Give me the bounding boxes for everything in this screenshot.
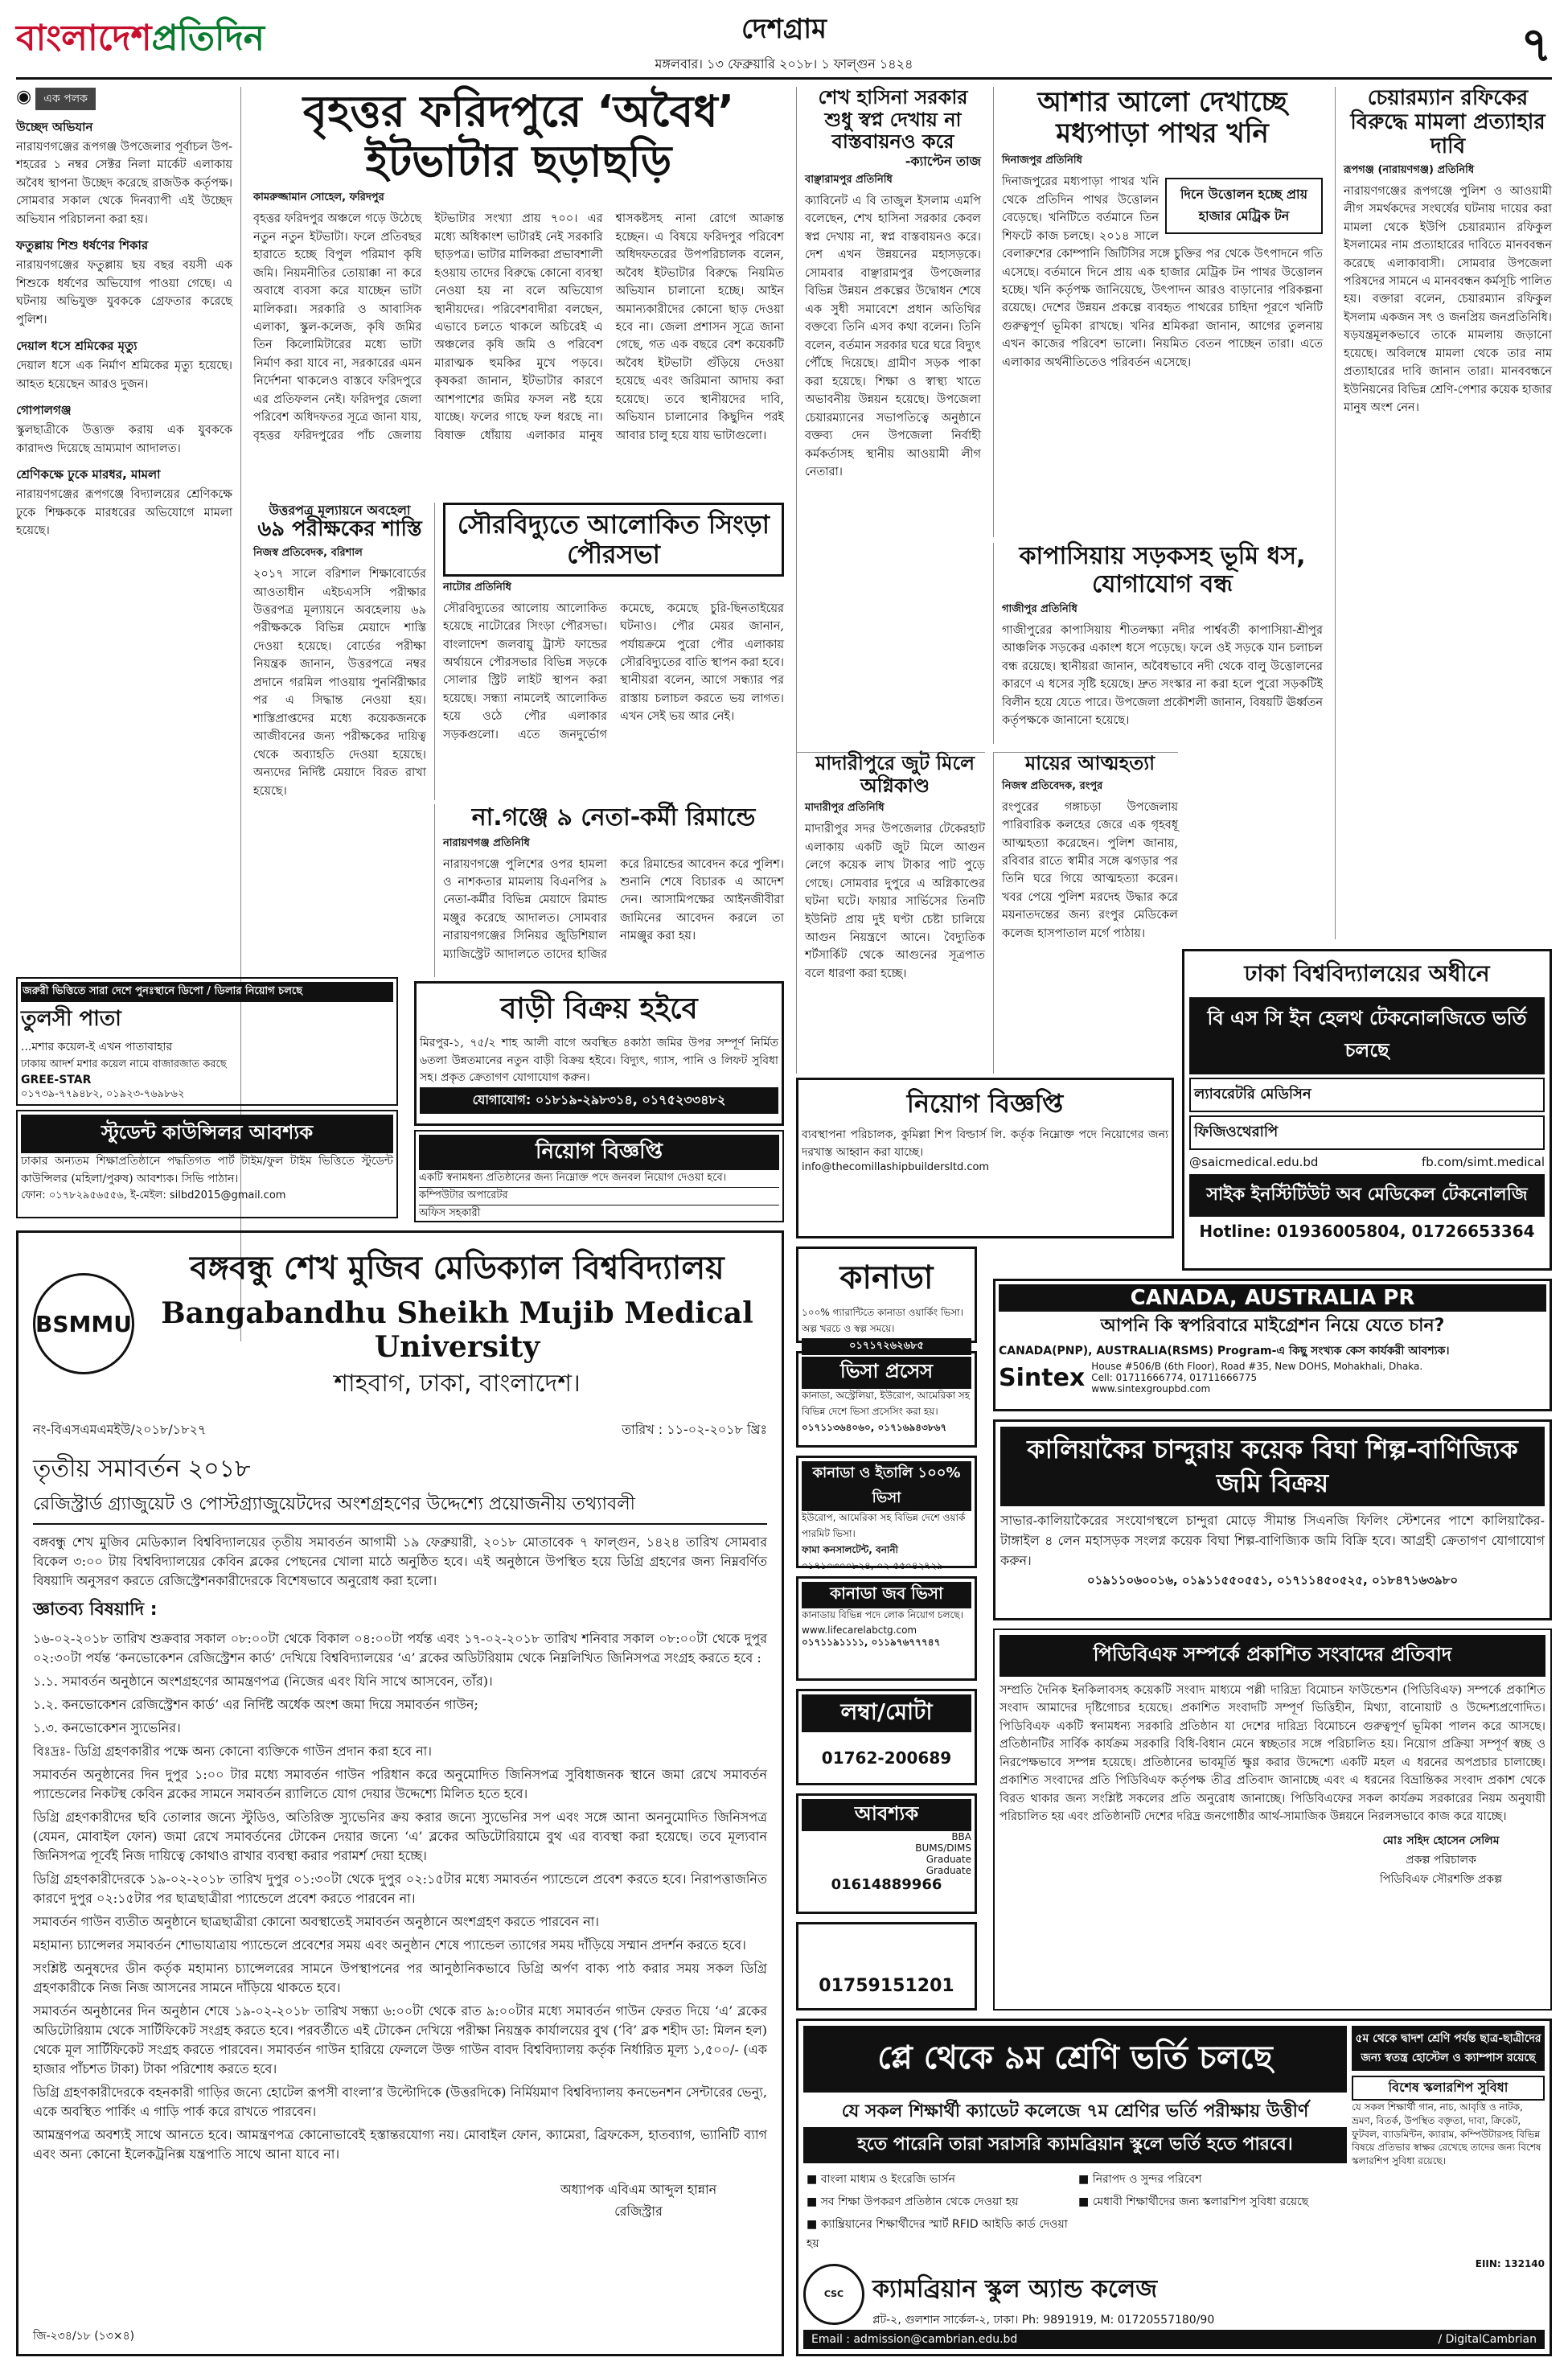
visa-title: ভিসা প্রসেস — [802, 1357, 971, 1389]
cambrian-eiin: EIIN: 132140 — [1475, 2258, 1545, 2269]
bsmmu-subheading: রেজিস্ট্রার্ড গ্র্যাজুয়েট ও পোস্টগ্র্যাজুয়েটদের অংশগ্রহণের উদ্দেশ্যে প্রয়োজনীয় তথ্যাবলী — [33, 1490, 767, 1525]
hasina-byline: বাঞ্ছারামপুর প্রতিনিধি — [805, 173, 893, 186]
kapasia-body: গাজীপুরের কাপাসিয়ায় শীতলক্ষ্যা নদীর পার্শ্ববর্তী কাপাসিয়া-শ্রীপুর আঞ্চলিক সড়কের একাংশ ধসে পড়েছে। ফলে ওই সড়কে যান চলাচল বন্ধ রয়েছে। স্থানীয়রা জানান, অবৈধভাবে নদী থেকে বালু উত্তোলনের কারণে এ ধসের সৃষ্টি হয়েছে। দ্রুত সংস্কার না করা হলে পুরো সড়কটিই বিলীন হয়ে যেতে পারে। উপজেলা প্রকৌশলী জানান, বিষয়টি ঊর্ধ্বতন কর্তৃপক্ষকে জানানো হয়েছে। — [1002, 624, 1323, 728]
cambrian-bullet: নিরাপদ ও সুন্দর পরিবেশ — [1092, 2173, 1202, 2186]
pdbf-body: সম্প্রতি দৈনিক ইনকিলাবসহ কয়েকটি সংবাদ মাধ্যমে পল্লী দারিদ্র্য বিমোচন ফাউন্ডেশন (পিডিবিএফ) সম্পর্কে প্রকাশিত সংবাদ আমাদের দৃষ্টিগোচর হয়েছে। প্রকাশিত সংবাদটি সম্পূর্ণ ভিত্তিহীন, মিথ্যা, বানোয়াট ও উদ্দেশ্যপ্রণোদিত। পিডিবিএফ একটি স্বনামধন্য সরকারি প্রতিষ্ঠান যা দেশের দারিদ্র্য বিমোচনে গুরুত্বপূর্ণ ভূমিকা পালন করে আসছে। প্রতিষ্ঠানটির সার্বিক কার্যক্রম সরকারি বিধি-বিধান মেনে স্বচ্ছতার সঙ্গে পরিচালিত হয়। নিয়োগ প্রক্রিয়া সম্পূর্ণ স্বচ্ছ ও নিরপেক্ষভাবে সম্পন্ন হয়েছে। প্রতিষ্ঠানের ভাবমূর্তি ক্ষুণ্ণ করার উদ্দেশ্যে একটি মহল এ ধরনের অপপ্রচার চালাচ্ছে। প্রকাশিত সংবাদের প্রতি পিডিবিএফ কর্তৃপক্ষ তীব্র প্রতিবাদ জানাচ্ছে এবং এ ধরনের বিভ্রান্তিকর সংবাদ প্রকাশ থেকে বিরত থাকার জন্য সংশ্লিষ্ট সকলের প্রতি অনুরোধ জানাচ্ছে। পিডিবিএফের সকল কার্যক্রম সরকারের নিয়ম অনুযায়ী পরিচালিত হয় এবং প্রতিষ্ঠানটি দেশের দরিদ্র জনগোষ্ঠীর আর্থ-সামাজিক উন্নয়নে নিরলসভাবে কাজ করে যাচ্ছে। — [999, 1684, 1545, 1824]
mother-byline: নিজস্ব প্রতিবেদক, রংপুর — [1002, 779, 1103, 792]
canada-title: কানাডা — [839, 1259, 934, 1296]
cambrian-line1: যে সকল শিক্ষার্থী ক্যাডেট কলেজে ৭ম শ্রেণির ভর্তি পরীক্ষায় উত্তীর্ণ — [841, 2101, 1309, 2121]
depot-line3: ঢাকায় আদর্শ মশার কয়েল নামে বাজারজাত করছে — [21, 1058, 227, 1070]
bsmmu-item: মহামান্য চ্যান্সেলর সমাবর্তন শোভাযাত্রায় প্যান্ডেলে প্রবেশের সময় এবং অনুষ্ঠান শেষে প্যান্ডেল ত্যাগের সময় দাঁড়িয়ে সম্মান প্রদর্শন করতে হবে। — [33, 1937, 746, 1953]
italy-body: ইউরোপ, আমেরিকা সহ বিভিন্ন দেশে ওয়ার্ক পারমিট ভিসা। — [802, 1512, 966, 1539]
pdbf-notice — [993, 1629, 1552, 2011]
logo-part2: প্রতিদিন — [151, 18, 265, 59]
tall-ad — [796, 1689, 977, 1785]
cambrian-ad — [796, 2019, 1552, 2356]
italy-visa-ad — [796, 1456, 977, 1571]
singra-body: সৌরবিদ্যুতের আলোয় আলোকিত হয়েছে নাটোরের সিংড়া পৌরসভা। বাংলাদেশ জলবায়ু ট্রাস্ট ফান্ডের অর্থায়নে পৌরসভার বিভিন্ন সড়কে সোলার স্ট্রিট লাইট স্থাপন করা হয়েছে। সন্ধ্যা নামলেই আলোকিত হয়ে ওঠে পৌর এলাকার সড়কগুলো। এতে জনদুর্ভোগ কমেছে, কমেছে চুরি-ছিনতাইয়ের ঘটনাও। পৌর মেয়র জানান, পর্যায়ক্রমে পুরো পৌর এলাকায় সৌরবিদ্যুতের বাতি স্থাপন করা হবে। স্থানীয়রা বলেন, আগে সন্ধ্যার পর রাস্তায় চলাচল করতে ভয় লাগত। এখন সেই ভয় আর নেই। — [443, 602, 784, 741]
dhaka-uni-fb[interactable]: fb.com/simt.medical — [1421, 1155, 1545, 1169]
section-header — [563, 8, 1005, 72]
mother-headline: মায়ের আত্মহত্যা — [1024, 752, 1155, 774]
dhaka-uni-subtitle: বি এস সি ইন হেলথ টেকনোলজিতে ভর্তি চলছে — [1189, 997, 1545, 1074]
cambrian-bullet: বাংলা মাধ্যম ও ইংরেজি ভার্সন — [820, 2173, 955, 2186]
glance-item-title: ফতুল্লায় শিশু ধর্ষণের শিকার — [16, 238, 149, 253]
lead-body: বৃহত্তর ফরিদপুর অঞ্চলে গড়ে উঠেছে নতুন নতুন ইটভাটা। ফলে প্রতিবছর হারাতে হচ্ছে বিপুল পরিমাণ কৃষি জমি। নিয়মনীতির তোয়াক্কা না করে অবাধে ব্যবসা করে যাচ্ছেন ভাটা মালিকরা। সরকারি ও আবাসিক এলাকা, স্কুল-কলেজ, কৃষি জমির তিন কিলোমিটারের মধ্যে ভাটা নির্মাণ করা যাবে না, সরকারের এমন নির্দেশনা থাকলেও বাস্তবে ফরিদপুরে এর প্রতিফলন নেই। ফরিদপুর জেলা পরিবেশ অধিদফতর সূত্রে জানা যায়, বৃহত্তর ফরিদপুরের পাঁচ জেলায় ইটভাটার সংখ্যা প্রায় ৭০০। এর মধ্যে অধিকাংশ ভাটারই নেই সরকারি ছাড়পত্র। ভাটার মালিকরা প্রভাবশালী হওয়ায় তাদের বিরুদ্ধে কোনো ব্যবস্থা নেওয়া হয় না বলে অভিযোগ স্থানীয়দের। পরিবেশবাদীরা বলছেন, এভাবে চলতে থাকলে অচিরেই এ অঞ্চলের কৃষি জমি ও পরিবেশ মারাত্মক হুমকির মুখে পড়বে। কৃষকরা জানান, ইটভাটার কারণে আশপাশের জমির ফসল নষ্ট হয়ে যাচ্ছে। ফলের গাছে ফল ধরছে না। বিষাক্ত ধোঁয়ায় এলাকার মানুষ শ্বাসকষ্টসহ নানা রোগে আক্রান্ত হচ্ছেন। এ বিষয়ে ফরিদপুর পরিবেশ অধিদফতরের উপপরিচালক বলেন, অবৈধ ইটভাটার বিরুদ্ধে নিয়মিত অভিযান চালানো হচ্ছে। আইন অমান্যকারীদের কোনো ছাড় দেওয়া হবে না। জেলা প্রশাসন সূত্রে জানা গেছে, গত এক বছরে বেশ কয়েকটি অবৈধ ইটভাটা গুঁড়িয়ে দেওয়া হয়েছে এবং জরিমানা আদায় করা হয়েছে। তবে স্থানীয়দের দাবি, অভিযান চালানোর কিছুদিন পরই আবার চালু হয়ে যায় ভাটাগুলো। — [253, 212, 784, 442]
subject-1: ল্যাবরেটরি মেডিসিন — [1189, 1078, 1545, 1112]
canada-body: ১০০% গ্যারান্টিতে কানাডা ওয়ার্কিং ভিসা। অল্প খরচে ও স্বল্প সময়ে। — [802, 1307, 963, 1334]
lead-headline: বৃহত্তর ফরিদপুরে ‘অবৈধ’ ইটভাটার ছড়াছড়ি — [302, 86, 735, 187]
bsmmu-notes-heading: জ্ঞাতব্য বিষয়াদি : — [33, 1600, 158, 1620]
bsmmu-item: সংশ্লিষ্ট অনুষদের ডীন কর্তৃক মহামান্য চ্যান্সেলরের সামনে উপস্থাপনের পর আনুষ্ঠানিকভাবে ডিগ্রি অর্পণ বাক্য পাঠ করার সময় সকল ডিগ্রি গ্রহণকারীকে নিজ নিজ আসনের সামনে দাঁড়িয়ে থাকতে হবে। — [33, 1961, 767, 1995]
wanted-ad — [796, 1793, 977, 1914]
narayanganj-story — [434, 804, 784, 977]
dhaka-uni-ad — [1182, 949, 1552, 1271]
singra-story — [434, 503, 784, 800]
bsmmu-code: জি-২৩৪/১৮ (১৩×৪) — [33, 2330, 135, 2343]
madaripur-headline: মাদারীপুরে জুট মিলে অগ্নিকাণ্ড — [815, 752, 975, 797]
wanted-row-4: Graduate — [926, 1865, 971, 1876]
job2-title: নিয়োগ বিজ্ঞপ্তি — [906, 1088, 1064, 1119]
depot-name: তুলসী পাতা — [21, 1007, 121, 1031]
kaliakair-body: সাভার-কালিয়াকৈরের সংযোগস্থলে চান্দুরা মোড়ে সীমান্ত সিএনজি ফিলিং স্টেশনের পাশে কালিয়াকৈর-টাঙ্গাইল ৪ লেন মহাসড়ক সংলগ্ন কয়েক বিঘা শিল্প-বাণিজ্যিক জমি বিক্রি হবে। আগ্রহী ক্রেতাগণ যোগাযোগ করুন। — [1000, 1513, 1545, 1568]
cambrian-email[interactable]: Email : admission@cambrian.edu.bd — [811, 2333, 1018, 2346]
madaripur-story — [796, 752, 985, 1074]
logo-part1: বাংলাদেশ — [16, 18, 152, 59]
cambrian-logo-icon: CSC — [803, 2264, 864, 2325]
page-number: ৭ — [1520, 17, 1552, 73]
wanted-row-1: BBA — [951, 1831, 971, 1842]
student-title: স্টুডেন্ট কাউন্সিলর আবশ্যক — [21, 1115, 393, 1153]
bsmmu-title-bn: বঙ্গবন্ধু শেখ মুজিব মেডিক্যাল বিশ্ববিদ্যালয় — [190, 1250, 724, 1287]
bsmmu-item: ১৬-০২-২০১৮ তারিখ শুক্রবার সকাল ০৮:০০টা থেকে বিকাল ০৪:০০টা পর্যন্ত এবং ১৭-০২-২০১৮ তারিখ শনিবার সকাল ০৮:০০টা থেকে দুপুর ০২:৩০টা পর্যন্ত ‘কনভোকেশন রেজিস্ট্রেশন কার্ড’ দেখিয়ে বিশ্ববিদ্যালয়ের ‘এ’ ব্লকের অডিটরিয়াম থেকে নিম্নলিখিত জিনিসপত্র সংগ্রহ করতে হবে : — [33, 1631, 767, 1665]
barisal-story — [253, 503, 426, 969]
section-title: দেশগ্রাম — [741, 13, 827, 45]
kaliakair-phone: ০১৯১১০৬০০১৬, ০১৯১১৫৫০৫৫১, ০১৭১১৪৫০৫২৫, ০১৮৪৭১৬৩৯৮০ — [1086, 1572, 1459, 1587]
glance-item-body: স্কুলছাত্রীকে উত্ত্যক্ত করায় এক যুবককে কারাদণ্ড দিয়েছে ভ্রাম্যমাণ আদালত। — [16, 424, 232, 455]
canada-phone: ০১৭১৭২৬২৬৮৫ — [802, 1338, 971, 1355]
lead-story — [253, 87, 784, 497]
kapasia-headline: কাপাসিয়ায় সড়কসহ ভূমি ধস, যোগাযোগ বন্ধ — [1019, 542, 1306, 598]
bsmmu-item: সমাবর্তন অনুষ্ঠানের দিন অনুষ্ঠান শেষে ১৯-০২-২০১৮ তারিখ সন্ধ্যা ৬:০০টা থেকে রাত ৯:০০টার মধ্যে সমাবর্তন গাউন ফেরত দিয়ে ‘এ’ ব্লকের অডিটোরিয়াম থেকে সার্টিফিকেট সংগ্রহ করতে হবে। পরবর্তীতে এই টোকেন দেখিয়ে পরীক্ষা নিয়ন্ত্রক কার্যালয়ের বুথ (‘বি’ ব্লক শহীদ ডা: মিলন হল) থেকে মূল সার্টিফিকেট সংগ্রহ করতে পারবেন। সমাবর্তন গাউন হারিয়ে ফেললে উক্ত গাউন বাবদ বিশ্ববিদ্যালয় কর্তৃক নির্ধারিত মূল্য ১,৫০০/- (এক হাজার পাঁচশত টাকা) টাকা পরিশোধ করতে হবে। — [33, 2003, 767, 2076]
bsmmu-item: ১.১. সমাবর্তন অনুষ্ঠানে অংশগ্রহণের আমন্ত্রণপত্র (নিজের এবং যিনি সাথে আসবেন, তাঁর)। — [33, 1674, 493, 1689]
visa-ad — [796, 1351, 977, 1448]
house-title: বাড়ী বিক্রয় হইবে — [500, 992, 698, 1025]
bullet-icon: ■ — [807, 2173, 821, 2186]
madhyapara-body: দিনাজপুরের মধ্যপাড়া পাথর খনি থেকে প্রতিদিন পাথর উত্তোলন বেড়েছে। খনিটিতে বর্তমানে তিন শিফটে কাজ চলছে। ২০১৪ সালে বেলারুশের কোম্পানি জিটিসির সঙ্গে চুক্তির পর থেকে উৎপাদনে গতি এসেছে। বর্তমানে দিনে প্রায় এক হাজার মেট্রিক টন পাথর উত্তোলন হচ্ছে। খনি কর্তৃপক্ষ জানিয়েছে, উৎপাদন আরও বাড়ানোর পরিকল্পনা রয়েছে। দেশের উন্নয়ন প্রকল্পে ব্যবহৃত পাথরের চাহিদা পূরণে খনিটি গুরুত্বপূর্ণ ভূমিকা রাখছে। খনির শ্রমিকরা জানান, আগের তুলনায় এখন কাজের পরিবেশ ভালো। নিয়মিত বেতন পাচ্ছেন তারা। এতে এলাকার অর্থনীতিতেও পরিবর্তন এসেছে। — [1002, 175, 1323, 369]
bsmmu-item: ডিগ্রি গ্রহণকারীদেরকে ১৯-০২-২০১৮ তারিখ দুপুর ০১:৩০টা থেকে দুপুর ০২:১৫টার মধ্যে সমাবর্তন প্যান্ডেলে প্রবেশ করতে হবে। নিরাপত্তাজনিত কারণে দুপুর ০২:১৫টার পর ছাত্রছাত্রীরা প্যান্ডেলে প্রবেশ করতে পারবেন না। — [33, 1871, 767, 1906]
madaripur-byline: মাদারীপুর প্রতিনিধি — [805, 802, 885, 815]
cambrian-special: বিশেষ স্কলারশিপ সুবিধা — [1352, 2076, 1545, 2101]
hasina-headline: শেখ হাসিনা সরকার শুধু স্বপ্ন দেখায় না বাস্তবায়নও করে — [818, 86, 968, 154]
issue-date: মঙ্গলবার। ১৩ ফেব্রুয়ারি ২০১৮। ১ ফাল্গুন ১৪২৪ — [655, 56, 913, 72]
job1-body: একটি স্বনামধন্য প্রতিষ্ঠানের জন্য নিম্নোক্ত পদে জনবল নিয়োগ দেওয়া হবে। — [419, 1172, 727, 1184]
cambrian-special-body: যে সকল শিক্ষার্থী গান, নাচ, আবৃত্তি ও নাটক, ভ্রমণ, বিতর্ক, উপস্থিত বক্তৃতা, দাবা, ক্রিকেট, ফুটবল, ব্যাডমিন্টন, ক্যারাম, কম্পিউটারসহ বিভিন্ন বিষয়ে প্রতিভার স্বাক্ষর রেখেছে তাদের জন্য বিশেষ স্কলারশিপ সুবিধা রয়েছে। — [1352, 2101, 1541, 2167]
wanted-row-2: BUMS/DIMS — [915, 1842, 971, 1854]
rafiq-byline: রূপগঞ্জ (নারায়ণগঞ্জ) প্রতিনিধি — [1344, 163, 1475, 176]
dhaka-uni-title: ঢাকা বিশ্ববিদ্যালয়ের অধীনে — [1244, 960, 1490, 987]
bsmmu-date: তারিখ : ১১-০২-২০১৮ খ্রিঃ — [622, 1422, 767, 1437]
glance-item-title: দেয়াল ধসে শ্রমিকের মৃত্যু — [16, 339, 138, 354]
bullet-icon: ■ — [807, 2218, 821, 2231]
madaripur-body: মাদারীপুর সদর উপজেলার টেকেরহাট এলাকায় একটি জুট মিলে আগুন লেগে কয়েক লাখ টাকার পাট পুড়ে গেছে। সোমবার দুপুরে এ অগ্নিকাণ্ডের ঘটনা ঘটে। ফায়ার সার্ভিসের তিনটি ইউনিট প্রায় দুই ঘণ্টা চেষ্টা চালিয়ে আগুন নিয়ন্ত্রণে আনে। বৈদ্যুতিক শর্টসার্কিট থেকে আগুনের সূত্রপাত বলে ধারণা করা হচ্ছে। — [805, 823, 985, 980]
pdbf-sign-name: মোঃ সহিদ হোসেন সেলিম — [1382, 1834, 1500, 1847]
pr-phone: Cell: 01711666774, 01711666775 — [1091, 1372, 1258, 1383]
cambrian-headline: প্লে থেকে ৯ম শ্রেণি ভর্তি চলছে — [803, 2026, 1347, 2093]
canada-ad — [796, 1247, 977, 1352]
small-bottom-ad — [796, 1922, 977, 2011]
wanted-phone: 01614889966 — [831, 1876, 942, 1893]
eye-icon: ◉ — [16, 87, 32, 107]
sintex-logo: Sintex — [999, 1363, 1086, 1392]
bsmmu-item: ১.২. কনভোকেশন রেজিস্ট্রেশন কার্ড’ এর নির্দিষ্ট অর্ধেক অংশ জমা দিয়ে সমাবর্তন গাউন; — [33, 1697, 478, 1712]
madhyapara-story — [993, 87, 1323, 537]
pr-subtitle: আপনি কি স্বপরিবারে মাইগ্রেশন নিয়ে যেতে চান? — [1100, 1316, 1445, 1336]
canada-pr-ad — [993, 1279, 1552, 1411]
italy-title: কানাডা ও ইতালি ১০০% ভিসা — [802, 1461, 971, 1511]
visa-phone: ০১৭১১৩৬৪০৬০, ০১৭১৬৯৪৩৮৬৭ — [802, 1422, 947, 1433]
mother-body: রংপুরের গঙ্গাচড়া উপজেলায় পারিবারিক কলহের জেরে এক গৃহবধূ আত্মহত্যা করেছেন। পুলিশ জানায়, রবিবার রাতে স্বামীর সঙ্গে ঝগড়ার পর তিনি ঘরে গিয়ে আত্মহত্যা করেন। খবর পেয়ে পুলিশ মরদেহ উদ্ধার করে ময়নাতদন্তের জন্য রংপুর মেডিকেল কলেজ হাসপাতাল মর্গে পাঠায়। — [1002, 800, 1178, 940]
house-body: মিরপুর-১, ৭৫/২ শাহ আলী বাগে অবস্থিত ৪কাঠা জমির উপর সম্পূর্ণ নির্মিত ৬তলা উন্নতমানের নতুন বাড়ী বিক্রয় হইবে। বিদ্যুৎ, গ্যাস, পানি ও লিফট সুবিধা সহ। প্রকৃত ক্রেতাগণ যোগাযোগ করুন। — [420, 1037, 778, 1085]
dhaka-uni-hotline: Hotline: 01936005804, 01726653364 — [1199, 1222, 1535, 1241]
mother-story — [993, 752, 1178, 1074]
bsmmu-heading: তৃতীয় সমাবর্তন ২০১৮ — [33, 1455, 251, 1483]
jobvisa-body: কানাডায় বিভিন্ন পদে লোক নিয়োগ চলছে। — [802, 1609, 963, 1620]
kaliakair-title: কালিয়াকৈর চান্দুরায় কয়েক বিঘা শিল্প-বাণিজ্যিক জমি বিক্রয় — [1000, 1427, 1545, 1506]
bsmmu-item: ডিগ্রি গ্রহণকারীদের ছবি তোলার জন্যে স্টুডিও, অতিরিক্ত স্যুভেনির ক্রয় করার জন্যে স্যুভেনির সপ এবং সঙ্গে আনা অননুমোদিত জিনিসপত্র (যেমন, মোবাইল ফোন) জমা রেখে সমাবর্তনের টোকেন দেয়ার জন্যে ‘এ’ ব্লকের অডিটোরিয়ামে বুথ এর ব্যবস্থা করা হয়েছে। তবে মূল্যবান জিনিসপত্র পূর্বেই নিজ দায়িত্বে কোথাও রাখার ব্যবস্থা করার পরামর্শ দেয়া হচ্ছে। — [33, 1809, 767, 1863]
glance-list — [16, 118, 232, 540]
singra-headline: সৌরবিদ্যুতে আলোকিত সিংড়া পৌরসভা — [443, 503, 784, 577]
cambrian-bullets — [803, 2168, 1347, 2255]
cambrian-social[interactable]: / DigitalCambrian — [1438, 2333, 1537, 2346]
dhaka-uni-web[interactable]: @saicmedical.edu.bd — [1189, 1155, 1319, 1169]
cambrian-side: ৫ম থেকে দ্বাদশ শ্রেণি পর্যন্ত ছাত্র-ছাত্রীদের জন্য স্বতন্ত্র হোস্টেল ও ক্যাম্পাস রয়েছে — [1352, 2026, 1545, 2071]
bsmmu-item: ডিগ্রি গ্রহণকারীদেরকে বহনকারী গাড়ির জন্যে হোটেল রূপসী বাংলা’র উল্টোদিকে (উত্তরদিকে) নির্মিয়মাণ বিশ্ববিদ্যালয় কনভেনশন সেন্টারের ভেন্যু, একে অবস্থিত পার্কিং এ গাড়ি পার্ক করে রাখতে পারবেন। — [33, 2084, 767, 2119]
depot-company: GREE-STAR — [21, 1074, 92, 1086]
kapasia-story — [993, 543, 1323, 744]
glance-item-body: দেয়াল ধসে এক নির্মাণ শ্রমিকের মৃত্যু হয়েছে। আহত হয়েছেন আরও দুজন। — [16, 359, 232, 391]
jobvisa-phone: ০১৭১১৯১১১১, ০১১৯৭৬৭৭৭৪৭ — [802, 1637, 941, 1648]
cambrian-bullet: ক্যাম্ব্রিয়ানের শিক্ষার্থীদের স্মার্ট RFID আইডি কার্ড দেওয়া হয় — [807, 2218, 1068, 2250]
pr-title: CANADA, AUSTRALIA PR — [999, 1284, 1546, 1312]
job1-row2: অফিস সহকারী — [419, 1205, 779, 1222]
lead-byline: কামরুজ্জামান সোহেল, ফরিদপুর — [253, 191, 384, 204]
narayanganj-byline: নারায়ণগঞ্জ প্রতিনিধি — [443, 836, 530, 849]
wanted-row-3: Graduate — [926, 1854, 971, 1865]
student-body: ঢাকার অন্যতম শিক্ষাপ্রতিষ্ঠানে পদ্ধতিগত পার্ট টাইম/ফুল টাইম ভিত্তিতে স্টুডেন্ট কাউন্সিলর (মহিলা/পুরুষ) আবশ্যক। সিভি পাঠান। — [21, 1155, 393, 1185]
madhyapara-byline: দিনাজপুর প্রতিনিধি — [1002, 154, 1082, 167]
student-contact: ফোন: ০১৭৮২৯৫৬৫৫৬, ই-মেইল: silbd2015@gmail.com — [21, 1189, 286, 1202]
bsmmu-intro: বঙ্গবন্ধু শেখ মুজিব মেডিক্যাল বিশ্ববিদ্যালয়ের তৃতীয় সমাবর্তন আগামী ১৯ ফেব্রুয়ারী, ২০১৮ মোতাবেক ৭ ফাল্গুন, ১৪২৪ তারিখ সোমবার বিকেল ৩:০০ টায় বিশ্ববিদ্যালয়ের কেবিন ব্লকের পেছনের খোলা মাঠে অনুষ্ঠিত হবে। এই অনুষ্ঠানে উপস্থিত হয়ে ডিগ্রি গ্রহণের জন্য নিম্নবর্ণিত বিষয়াদি অনুসরণ করতে রেজিস্ট্রেশনকারীদেরকে বিশেষভাবে অনুরোধ করা হলো। — [33, 1534, 767, 1588]
wanted-title: আবশ্যক — [802, 1799, 971, 1831]
kaliakair-ad — [993, 1419, 1552, 1620]
bsmmu-item: বিঃদ্রঃ- ডিগ্রি গ্রহণকারীর পক্ষে অন্য কোনো ব্যক্তিকে গাউন প্রদান করা হবে না। — [33, 1744, 433, 1759]
glance-item-title: গোপালগঞ্জ — [16, 403, 72, 418]
house-sale-ad — [414, 981, 784, 1126]
house-phone: যোগাযোগ: ০১৮১৯-২৯৮৩১৪, ০১৭৫২৩৩৪৮২ — [420, 1087, 778, 1114]
glance-item-title: উচ্ছেদ অভিযান — [16, 120, 93, 134]
small-bottom-phone: 01759151201 — [819, 1976, 954, 1996]
glance-item-body: নারায়ণগঞ্জের রূপগঞ্জ উপজেলার পূর্বাচল উপ-শহরের ১ নম্বর সেক্টর নিলা মার্কেট এলাকায় অবৈধ স্থাপনা উচ্ছেদ করেছে রাজউক কর্তৃপক্ষ। সোমবার সকাল থেকে দিনব্যাপী এই উচ্ছেদ অভিযান পরিচালনা করা হয়। — [16, 141, 232, 226]
depot-line2: ...মশার কয়েল-ই এখন পাতাবাহার — [21, 1041, 173, 1054]
jobvisa-title: কানাডা জব ভিসা — [802, 1582, 971, 1608]
glance-item-title: শ্রেণিকক্ষে ঢুকে মারধর, মামলা — [16, 467, 161, 483]
bsmmu-notice — [16, 1230, 784, 2356]
glance-tag: এক পলক — [35, 88, 96, 110]
header-rule — [16, 77, 1552, 80]
bsmmu-item: ১.৩. কনভোকেশন স্যুভেনির। — [33, 1720, 181, 1735]
job-visa-ad — [796, 1576, 977, 1681]
kapasia-byline: গাজীপুর প্রতিনিধি — [1002, 603, 1077, 615]
cambrian-bullet: সব শিক্ষা উপকরণ প্রতিষ্ঠান থেকে দেওয়া হয় — [820, 2195, 1019, 2208]
subject-2: ফিজিওথেরাপি — [1189, 1115, 1545, 1150]
tall-title: লম্বা/মোটা — [802, 1694, 971, 1732]
glance-item-body: নারায়ণগঞ্জের ফতুল্লায় ছয় বছর বয়সী এক শিশুকে ধর্ষণের অভিযোগ পাওয়া গেছে। এ ঘটনায় অভিযুক্ত যুবককে গ্রেফতার করেছে পুলিশ। — [16, 259, 232, 327]
cambrian-bullet: মেধাবী শিক্ষার্থীদের জন্য স্কলারশিপ সুবিধা রয়েছে — [1092, 2195, 1309, 2208]
cambrian-address: প্লট-২, গুলশান সার্কেল-২, ঢাকা। Ph: 9891919, M: 01720557180/90 — [872, 2314, 1215, 2327]
dhaka-uni-institute: সাইক ইনস্টিটিউট অব মেডিকেল টেকনোলজি — [1189, 1174, 1545, 1217]
jobvisa-web[interactable]: www.lifecarelabctg.com — [802, 1624, 917, 1636]
narayanganj-headline: না.গঞ্জে ৯ নেতা-কর্মী রিমান্ডে — [471, 803, 756, 832]
pdbf-title: পিডিবিএফ সম্পর্কে প্রকাশিত সংবাদের প্রতিবাদ — [999, 1635, 1545, 1677]
bsmmu-sign-role: রেজিস্ট্রার — [614, 2204, 663, 2219]
cambrian-line2: হতে পারেনি তারা সরাসরি ক্যামব্রিয়ান স্কুলে ভর্তি হতে পারবে। — [803, 2127, 1347, 2163]
bsmmu-item: সমাবর্তন অনুষ্ঠানের দিন দুপুর ১:০০ টার মধ্যে সমাবর্তন গাউন পরিধান করে অনুমোদিত জিনিসপত্র সুবিধাজনক স্থানে জমা রেখে সমাবর্তন প্যান্ডেলের নিকটস্থ কেবিন ব্লকের সামনে সমাবর্তন র‍্যালিতে যোগ দেয়ার উদ্দেশ্যে মিলিত হতে হবে। — [33, 1767, 767, 1801]
barisal-headline: ৬৯ পরীক্ষকের শাস্তি — [257, 517, 422, 542]
job1-title: নিয়োগ বিজ্ঞপ্তি — [419, 1135, 779, 1170]
glance-item-body: নারায়ণগঞ্জের রূপগঞ্জে বিদ্যালয়ের শ্রেণিকক্ষে ঢুকে শিক্ষককে মারধরের অভিযোগে মামলা হয়েছে। — [16, 488, 232, 538]
narayanganj-body: নারায়ণগঞ্জে পুলিশের ওপর হামলা ও নাশকতার মামলায় বিএনপির ৯ নেতা-কর্মীর বিভিন্ন মেয়াদে রিমান্ড মঞ্জুর করেছে আদালত। সোমবার নারায়ণগঞ্জের সিনিয়র জুডিশিয়াল ম্যাজিস্ট্রেট আদালতে তাদের হাজির করে রিমান্ডের আবেদন করে পুলিশ। শুনানি শেষে বিচারক এ আদেশ দেন। আসামিপক্ষের আইনজীবীরা জামিনের আবেদন করলে তা নামঞ্জুর করা হয়। — [443, 857, 784, 961]
italy-name: ফামা কনসালটেন্ট, বনানী — [802, 1544, 898, 1555]
depot-line1: জরুরী ভিত্তিতে সারা দেশে পুনঃস্থানে ডিপো / ডিলার নিয়োগ চলছে — [21, 982, 393, 1002]
rafiq-body: নারায়ণগঞ্জের রূপগঞ্জে পুলিশ ও আওয়ামী লীগ সমর্থকদের সংঘর্ষের ঘটনায় দায়ের করা মামলা থেকে ইউপি চেয়ারম্যান রফিকুল ইসলামের নাম প্রত্যাহারের দাবিতে মানববন্ধন করেছে এলাকাবাসী। সোমবার উপজেলা পরিষদের সামনে এ মানববন্ধন কর্মসূচি পালিত হয়। বক্তারা বলেন, চেয়ারম্যান রফিকুল ইসলাম একজন সৎ ও জনপ্রিয় জনপ্রতিনিধি। ষড়যন্ত্রমূলকভাবে তাকে মামলায় জড়ানো হয়েছে। অবিলম্বে মামলা থেকে তার নাম প্রত্যাহারের দাবি জানান তারা। মানববন্ধনে ইউনিয়নের বিভিন্ন শ্রেণি-পেশার কয়েক হাজার মানুষ অংশ নেন। — [1344, 184, 1552, 415]
bsmmu-item: আমন্ত্রণপত্র অবশ্যই সাথে আনতে হবে। আমন্ত্রণপত্র কোনোভাবেই হস্তান্তরযোগ্য নয়। মোবাইল ফোন, ক্যামেরা, ব্রিফকেস, হাতব্যাগ, ভ্যানিটি ব্যাগ এবং অন্য কোনো ইলেকট্রনিক্স যন্ত্রপাতি সাথে আনা যাবে না। — [33, 2127, 767, 2162]
masthead-logo — [16, 11, 265, 68]
bsmmu-title-en: Bangabandhu Sheikh Mujib Medical University — [161, 1296, 753, 1364]
rafiq-story — [1335, 87, 1552, 939]
bullet-icon: ■ — [1078, 2173, 1093, 2186]
job-ad-1 — [414, 1130, 784, 1222]
madhyapara-headline: আশার আলো দেখাচ্ছে মধ্যপাড়া পাথর খনি — [1037, 86, 1287, 150]
bullet-icon: ■ — [807, 2195, 821, 2208]
bsmmu-item: সমাবর্তন গাউন ব্যতীত অনুষ্ঠানে ছাত্রছাত্রীরা কোনো অবস্থাতেই সমাবর্তন অনুষ্ঠানে অংশগ্রহণ করতে পারবেন না। — [33, 1914, 600, 1929]
hasina-subhead: -ক্যাপ্টেন তাজ — [905, 153, 981, 169]
bsmmu-ref: নং-বিএসএমএমইউ/২০১৮/১৮২৭ — [33, 1422, 207, 1437]
job2-email: info@thecomillashipbuildersltd.com — [802, 1161, 990, 1174]
student-counselor-ad — [16, 1110, 398, 1218]
rafiq-headline: চেয়ারম্যান রফিকের বিরুদ্ধে মামলা প্রত্যাহার দাবি — [1350, 86, 1545, 158]
pr-web[interactable]: www.sintexgroupbd.com — [1091, 1383, 1211, 1394]
pr-address: House #506/B (6th Floor), Road #35, New DOHS, Mohakhali, Dhaka. — [1091, 1361, 1423, 1372]
job1-row1: কম্পিউটার অপারেটর — [419, 1187, 779, 1205]
singra-byline: নাটোর প্রতিনিধি — [443, 581, 511, 594]
madhyapara-callout: দিনে উত্তোলন হচ্ছে প্রায় হাজার মেট্রিক টন — [1165, 178, 1323, 234]
pr-line: CANADA(PNP), AUSTRALIA(RSMS) Program-এ কিছু সংখ্যক কেস কার্যকরী আবশ্যক। — [999, 1345, 1450, 1357]
visa-body: কানাডা, অস্ট্রেলিয়া, ইউরোপ, আমেরিকা সহ বিভিন্ন দেশে ভিসা প্রসেসিং করা হয়। — [802, 1390, 971, 1417]
barisal-body: ২০১৭ সালে বরিশাল শিক্ষাবোর্ডের আওতাধীন এইচএসসি পরীক্ষার উত্তরপত্র মূল্যায়নে অবহেলায় ৬৯ পরীক্ষককে বিভিন্ন মেয়াদে শাস্তি দেওয়া হয়েছে। বোর্ডের পরীক্ষা নিয়ন্ত্রক জানান, উত্তরপত্রে নম্বর প্রদানে গরমিল পাওয়ায় পুনর্নিরীক্ষার পর এ সিদ্ধান্ত নেওয়া হয়। শাস্তিপ্রাপ্তদের মধ্যে কয়েকজনকে আজীবনের জন্য পরীক্ষকের দায়িত্ব থেকে অব্যাহতি দেওয়া হয়েছে। অন্যদের নির্দিষ্ট মেয়াদে বিরত রাখা হয়েছে। — [253, 568, 426, 798]
bsmmu-place: শাহবাগ, ঢাকা, বাংলাদেশ। — [334, 1370, 581, 1398]
cambrian-name: ক্যামব্রিয়ান স্কুল অ্যান্ড কলেজ — [872, 2275, 1158, 2303]
barisal-byline: নিজস্ব প্রতিবেদক, বরিশাল — [253, 547, 363, 560]
bullet-icon: ■ — [1078, 2195, 1093, 2208]
depot-ad — [16, 977, 398, 1106]
tall-phone: 01762-200689 — [821, 1748, 952, 1768]
job2-body: ব্যবস্থাপনা পরিচালক, কুমিল্লা শিপ বিল্ডার্স লি. কর্তৃক নিম্নোক্ত পদে নিয়োগের জন্য দরখাস্ত আহ্বান করা যাচ্ছে। — [802, 1128, 1168, 1159]
bsmmu-sign-name: অধ্যাপক এবিএম আব্দুল হান্নান — [560, 2182, 717, 2197]
depot-phone: ০১৭৩৯-৭৭৯৪৮২, ০১৯২৩-৭৬৯৮৬২ — [21, 1088, 185, 1100]
bsmmu-items — [33, 1629, 767, 2164]
italy-phone: ০১৭১০৩০০৮২৪, ০২-৫৫০৪২৭২৯ — [802, 1560, 943, 1571]
job-ad-2 — [796, 1078, 1174, 1238]
hasina-body: ক্যাবিনেট এ বি তাজুল ইসলাম এমপি বলেছেন, শেখ হাসিনা সরকার কেবল স্বপ্ন দেখায় না, স্বপ্ন বাস্তবায়নও করে। দেশ এখন উন্নয়নের মহাসড়কে। সোমবার বাঞ্ছারামপুর উপজেলার বিভিন্ন উন্নয়ন প্রকল্পের উদ্বোধন শেষে এক সুধী সমাবেশে প্রধান অতিথির বক্তব্যে তিনি এসব কথা বলেন। তিনি বলেন, বর্তমান সরকার ঘরে ঘরে বিদ্যুৎ পৌঁছে দিয়েছে। গ্রামীণ সড়ক পাকা করা হয়েছে। শিক্ষা ও স্বাস্থ্য খাতে অভাবনীয় উন্নয়ন হয়েছে। উপজেলা চেয়ারম্যানের সভাপতিত্বে অনুষ্ঠানে বক্তব্য দেন উপজেলা নির্বাহী কর্মকর্তাসহ স্থানীয় আওয়ামী লীগ নেতারা। — [805, 194, 981, 478]
pdbf-sign-role1: প্রকল্প পরিচালক — [1406, 1853, 1476, 1867]
pdbf-sign-role2: পিডিবিএফ সৌরশক্তি প্রকল্প — [1379, 1872, 1503, 1886]
bsmmu-seal-icon: BSMMU — [33, 1273, 134, 1374]
barisal-kicker: উত্তরপত্র মূল্যায়নে অবহেলা — [269, 503, 411, 518]
